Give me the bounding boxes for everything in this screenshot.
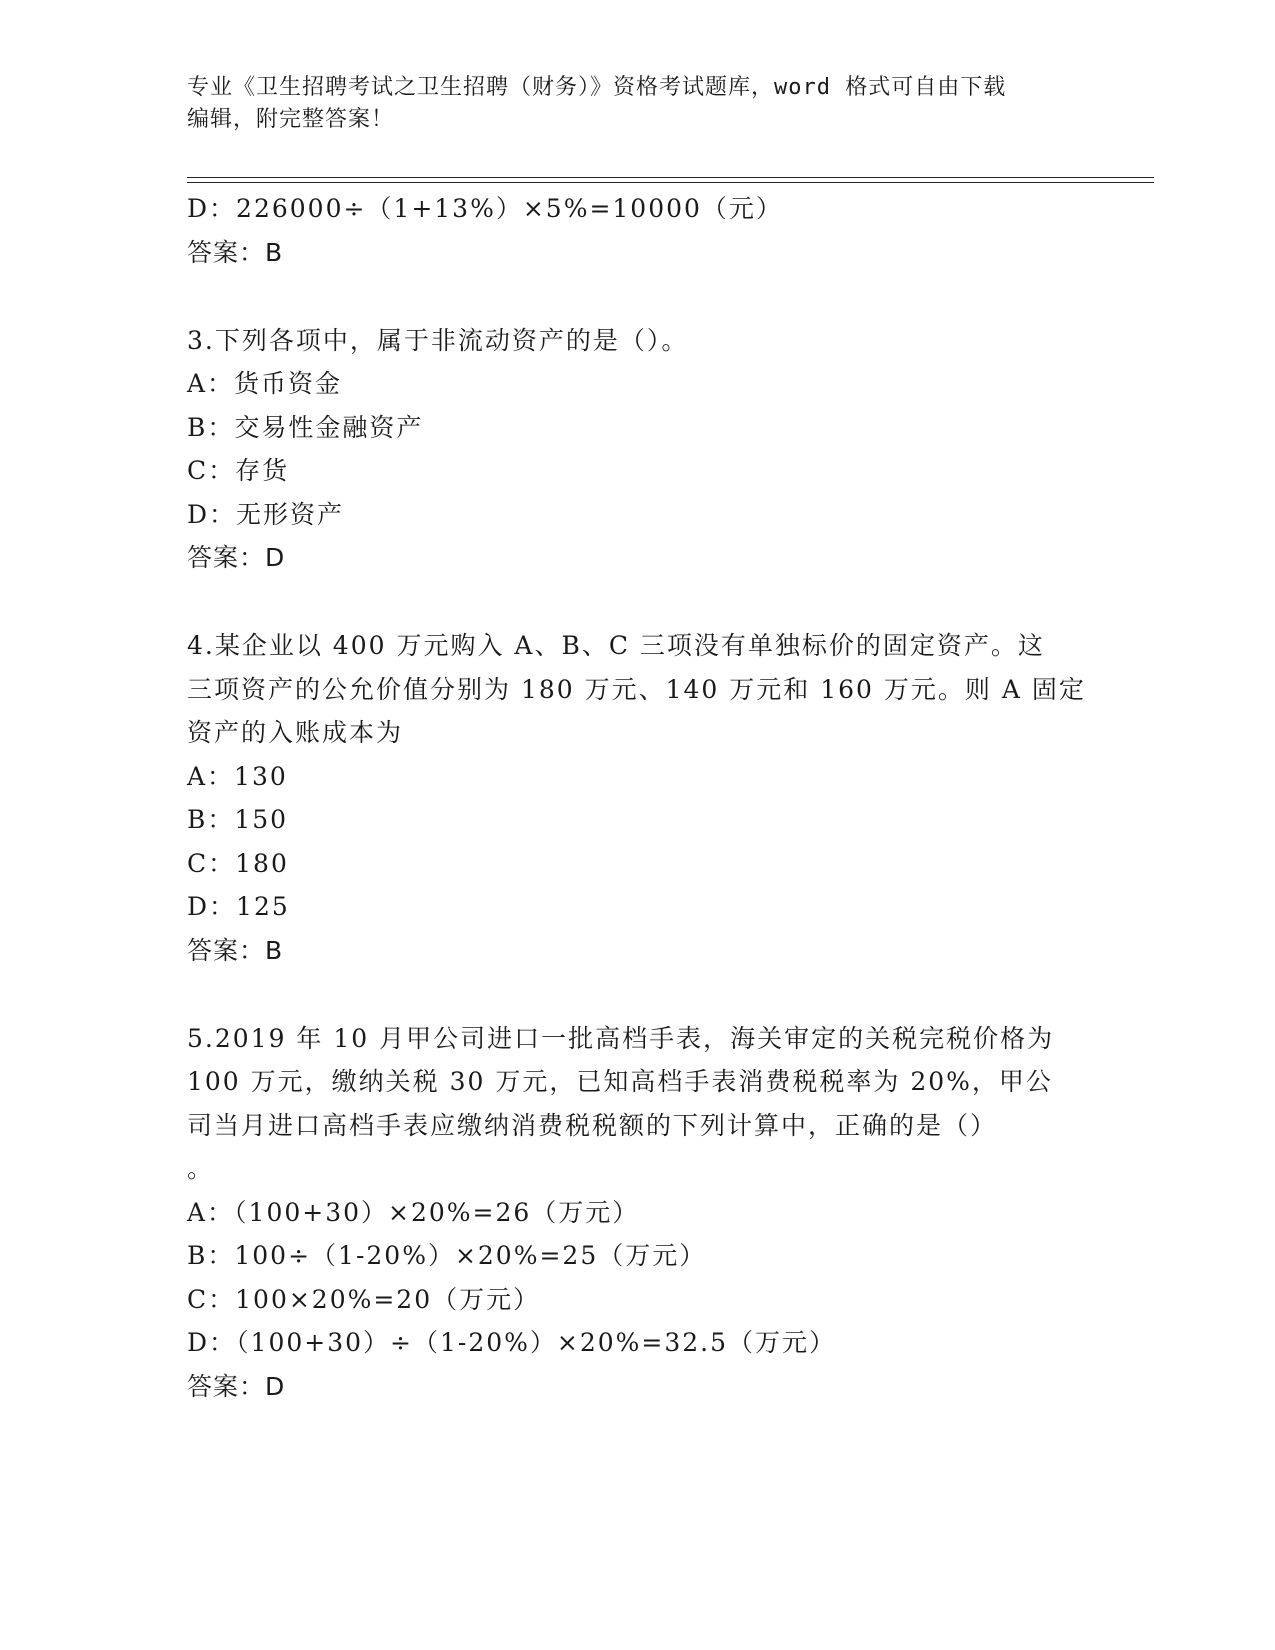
q5-option-a: A：（100+30）×20%=26（万元） — [187, 1198, 640, 1227]
q3-option-a: A：货币资金 — [187, 369, 343, 398]
q3-stem: 3.下列各项中，属于非流动资产的是（）。 — [187, 326, 689, 355]
q3-option-c: C：存货 — [187, 456, 290, 485]
prev-option-d: D：226000÷（1+13%）×5%=10000（元） — [187, 194, 783, 223]
q5-option-b: B：100÷（1-20%）×20%=25（万元） — [187, 1241, 707, 1270]
q4-option-c: C：180 — [187, 849, 289, 878]
q5-option-c: C：100×20%=20（万元） — [187, 1285, 541, 1314]
q4-stem-line-1: 4.某企业以 400 万元购入 A、B、C 三项没有单独标价的固定资产。这 — [187, 631, 1045, 660]
q5-stem-line-4: 。 — [187, 1154, 215, 1183]
header-line-1: 专业《卫生招聘考试之卫生招聘（财务）》资格考试题库，word 格式可自由下载 — [187, 75, 1007, 100]
q3-option-b: B：交易性金融资产 — [187, 413, 424, 442]
header-line-2: 编辑，附完整答案！ — [187, 107, 395, 132]
prev-answer: 答案：B — [187, 238, 284, 267]
q5-answer: 答案：D — [187, 1372, 286, 1401]
q4-answer: 答案：B — [187, 936, 284, 965]
header-divider-top — [187, 177, 1154, 178]
q4-stem-line-2: 三项资产的公允价值分别为 180 万元、140 万元和 160 万元。则 A 固定 — [187, 675, 1086, 704]
header-divider-bottom — [187, 182, 1154, 183]
q3-answer: 答案：D — [187, 543, 286, 572]
q5-stem-line-2: 100 万元，缴纳关税 30 万元，已知高档手表消费税税率为 20%，甲公 — [187, 1067, 1053, 1096]
document-header — [187, 72, 1087, 136]
q4-option-d: D：125 — [187, 892, 290, 921]
q5-stem-line-3: 司当月进口高档手表应缴纳消费税税额的下列计算中，正确的是（） — [187, 1111, 998, 1140]
q4-stem-line-3: 资产的入账成本为 — [187, 718, 404, 747]
q3-option-d: D：无形资产 — [187, 500, 345, 529]
q5-stem-line-1: 5.2019 年 10 月甲公司进口一批高档手表，海关审定的关税完税价格为 — [187, 1024, 1055, 1053]
q4-option-b: B：150 — [187, 805, 289, 834]
q5-option-d: D：（100+30）÷（1-20%）×20%=32.5（万元） — [187, 1328, 837, 1357]
q4-option-a: A：130 — [187, 762, 288, 791]
